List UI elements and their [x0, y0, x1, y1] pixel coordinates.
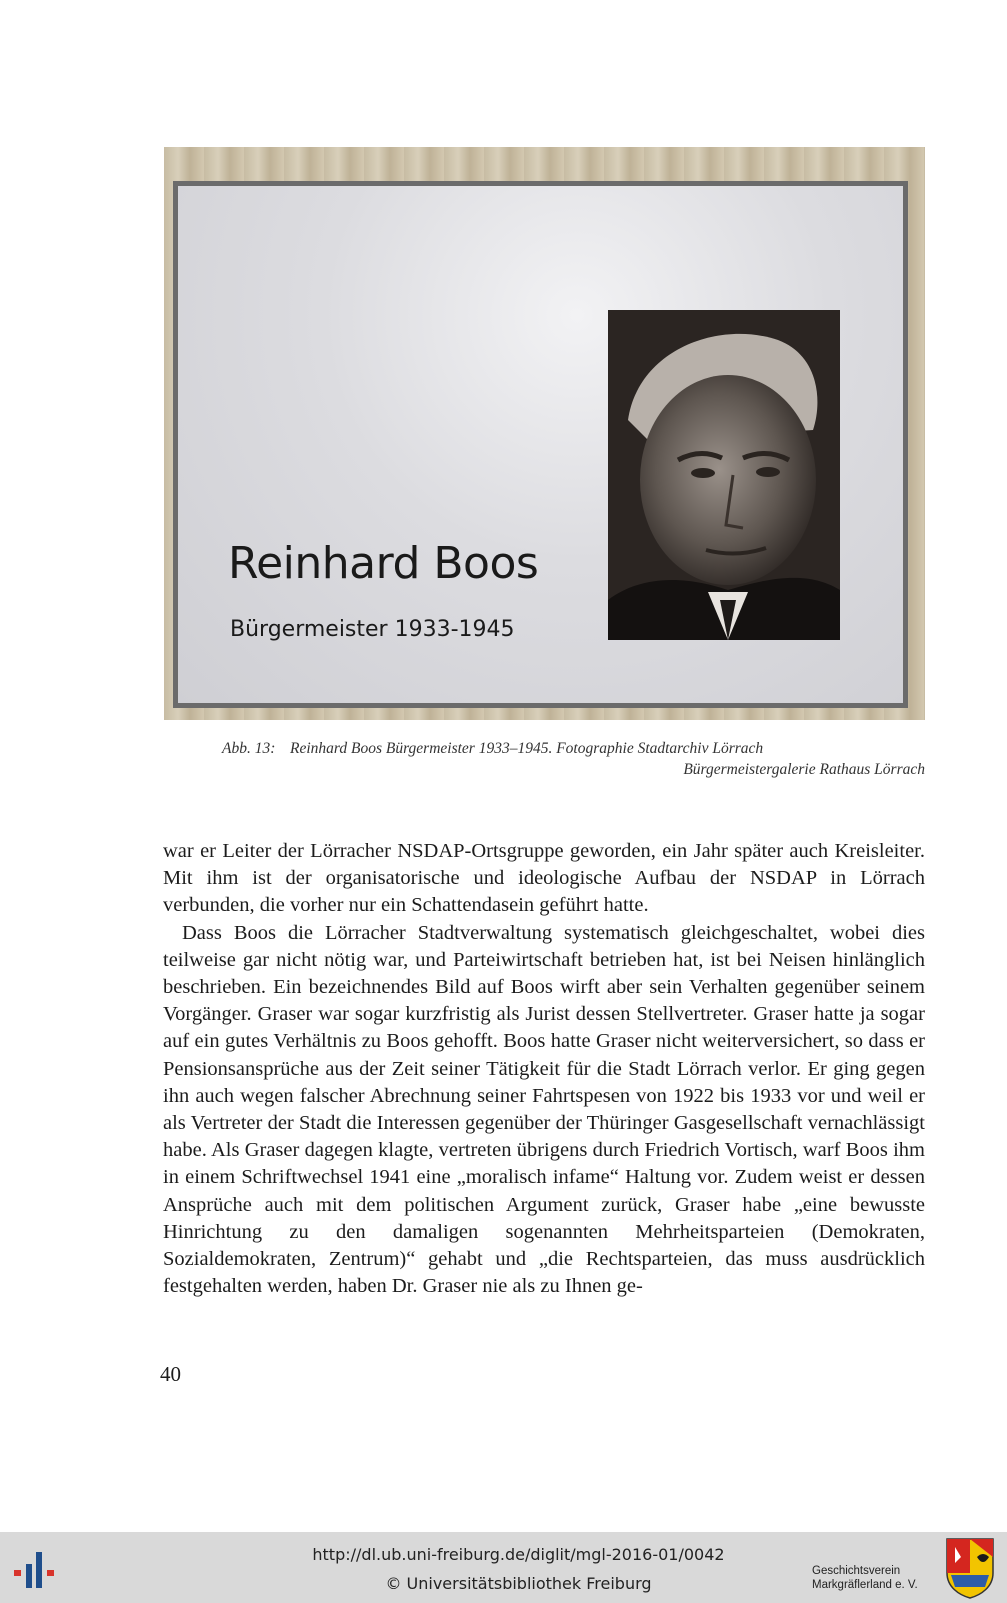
- plaque-name: Reinhard Boos: [228, 538, 539, 589]
- figure-label: Abb. 13:: [222, 740, 276, 757]
- paragraph: Dass Boos die Lörracher Stadtverwaltung systematisch gleichgeschaltet, wobei dies teilweise gar nicht nötig war, und Parteiwirtschaft betrieben hat, ist bei Neisen hinlänglich beschrieben. Ein bezeichnendes Bild auf Boos wirft aber sein Verhalten gegenüber seinem Vorgänger. Graser war sogar kurzfristig als Jurist dessen Stellvertreter. Graser hatte ja sogar auf ein gutes Verhältnis zu Boos gehofft. Boos hatte Graser nicht weiterversichert, so dass er Pensionsansprüche aus der Zeit seiner Tätigkeit für die Stadt Lörrach verlor. Er ging gegen ihn auch wegen falscher Abrechnung seiner Fahrtspesen von 1922 bis 1933 vor und weil er als Vertreter der Stadt die Interessen gegenüber der Thüringer Gasgesellschaft vernachlässigt habe. Als Graser dagegen klagte, vertreten übrigens durch Friedrich Vortisch, warf Boos ihm in einem Schriftwechsel 1941 eine „moralisch infame“ Haltung vor. Zudem weist er dessen Ansprüche auch mit dem politischen Argument zurück, Graser habe „eine bewusste Hinrichtung zu den damaligen sogenannten Mehrheitsparteien (Demokraten, Sozialdemokraten, Zentrum)“ gehabt und „die Rechtsparteien, das muss ausdrücklich festgehalten werden, haben Dr. Graser nie als zu Ihnen ge-: [163, 921, 925, 1298]
- plaque-role: Bürgermeister 1933-1945: [230, 617, 515, 642]
- copyright-notice: © Universitätsbibliothek Freiburg: [385, 1574, 652, 1593]
- society-name: [812, 1564, 938, 1592]
- portrait-photo: [608, 310, 840, 640]
- document-url-link[interactable]: http://dl.ub.uni-freiburg.de/diglit/mgl-2016-01/0042: [312, 1545, 725, 1564]
- coat-of-arms-icon: [945, 1537, 995, 1599]
- footer-bar: [0, 1532, 1007, 1603]
- body-text: [163, 838, 925, 1300]
- figure-caption-line2: Bürgermeistergalerie Rathaus Lörrach: [683, 761, 925, 778]
- plaque-frame: [173, 181, 908, 708]
- plaque: [178, 186, 903, 703]
- paragraph: war er Leiter der Lörracher NSDAP-Ortsgruppe geworden, ein Jahr später auch Kreisleiter. Mit ihm ist der organisatorische und ideologische Aufbau der NSDAP in Lörrach verbunden, die vorher nur ein Schattendasein geführt hatte.: [163, 840, 925, 917]
- society-line2: Markgräflerland e. V.: [812, 1579, 918, 1591]
- figure-photo: [164, 147, 925, 720]
- society-line1: Geschichtsverein: [812, 1565, 901, 1577]
- caption-text: Reinhard Boos Bürgermeister 1933–1945. Fotographie Stadtarchiv Lörrach: [290, 740, 764, 757]
- page-number: 40: [160, 1362, 181, 1386]
- figure-caption-line1: [160, 740, 925, 758]
- portrait-image: [608, 310, 840, 640]
